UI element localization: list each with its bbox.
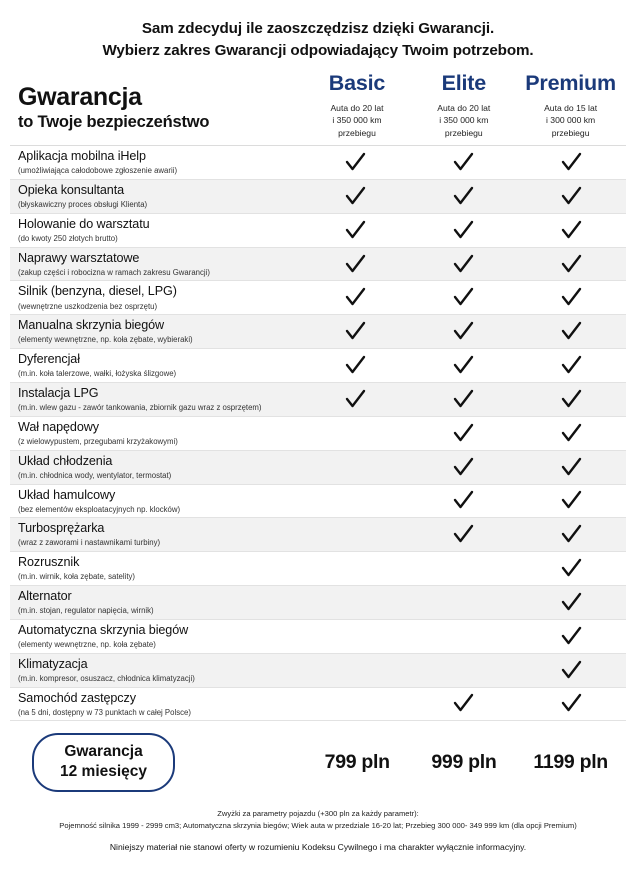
cell-elite — [409, 214, 517, 247]
feature-description: (błyskawiczny proces obsługi Klienta) — [18, 200, 148, 210]
check-icon — [561, 287, 582, 308]
feature-label — [10, 281, 301, 314]
check-icon — [453, 355, 474, 376]
check-icon — [561, 490, 582, 511]
headline-line-2: Wybierz zakres Gwarancji odpowiadający Twoim potrzebom. — [102, 42, 534, 60]
plan-name-premium: Premium — [525, 71, 616, 96]
feature-description: (m.in. kompresor, osuszacz, chłodnica klimatyzacji) — [18, 673, 195, 683]
feature-title: Aplikacja mobilna iHelp — [18, 149, 146, 164]
plan-sub-elite-line3: przebiegu — [444, 127, 483, 138]
table-row — [10, 349, 626, 383]
check-icon — [561, 186, 582, 207]
footnote-line-3: Niniejszy materiał nie stanowi oferty w rozumieniu Kodeksu Cywilnego i ma charakter wyłącznie informacyjny. — [109, 842, 527, 853]
check-icon — [561, 321, 582, 342]
feature-description: (m.in. chłodnica wody, wentylator, termostat) — [18, 470, 172, 480]
feature-title: Alternator — [18, 589, 72, 604]
feature-description: (m.in. wlew gazu - zawór tankowania, zbiornik gazu wraz z osprzętem) — [18, 403, 262, 413]
table-row — [10, 248, 626, 282]
cell-elite — [409, 485, 517, 518]
footnote-line-1: Zwyżki za parametry pojazdu (+300 pln za każdy parametr): — [217, 809, 419, 819]
cell-basic — [301, 248, 409, 281]
table-row — [10, 214, 626, 248]
check-icon — [453, 524, 474, 545]
cell-elite — [409, 552, 517, 585]
feature-label — [10, 349, 301, 382]
cell-premium — [518, 586, 626, 619]
plan-header-premium[interactable] — [517, 72, 624, 139]
cell-premium — [518, 451, 626, 484]
cell-basic — [301, 620, 409, 653]
feature-title: Naprawy warsztatowe — [18, 250, 140, 265]
price-premium: 1199 pln — [533, 751, 608, 774]
plan-sub-basic-line2: i 350 000 km — [332, 115, 382, 126]
feature-title: Opieka konsultanta — [18, 182, 125, 197]
cell-elite — [409, 417, 517, 450]
feature-label — [10, 518, 301, 551]
table-row — [10, 518, 626, 552]
warranty-badge-wrap — [18, 733, 304, 792]
check-icon — [345, 220, 366, 241]
feature-label — [10, 688, 301, 721]
feature-description: (na 5 dni, dostępny w 73 punktach w całej Polsce) — [18, 707, 191, 717]
cell-elite — [409, 349, 517, 382]
feature-table — [10, 145, 626, 721]
feature-label — [10, 214, 301, 247]
cell-elite — [409, 248, 517, 281]
cell-elite — [409, 620, 517, 653]
check-icon — [453, 287, 474, 308]
check-icon — [453, 254, 474, 275]
cell-basic — [301, 349, 409, 382]
footnote-line-2: Pojemność silnika 1999 - 2999 cm3; Automatyczna skrzynia biegów; Wiek auta w przedziale 16-20 lat; Przebieg 300 000- 349 999 km (dla opcji Premium) — [59, 821, 577, 831]
table-row — [10, 485, 626, 519]
plan-sub-premium — [519, 102, 622, 139]
feature-title: Układ hamulcowy — [18, 487, 116, 502]
cell-basic — [301, 315, 409, 348]
plan-sub-premium-line3: przebiegu — [551, 127, 590, 138]
feature-description: (wewnętrzne uszkodzenia bez osprzętu) — [18, 301, 158, 311]
plan-name-elite: Elite — [441, 71, 486, 96]
table-row — [10, 383, 626, 417]
check-icon — [561, 558, 582, 579]
feature-label — [10, 620, 301, 653]
feature-description: (elementy wewnętrzne, np. koła zębate) — [18, 639, 156, 649]
check-icon — [561, 457, 582, 478]
cell-elite — [409, 281, 517, 314]
feature-label — [10, 654, 301, 687]
cell-basic — [301, 383, 409, 416]
feature-title: Układ chłodzenia — [18, 453, 113, 468]
cell-elite — [409, 315, 517, 348]
feature-label — [10, 248, 301, 281]
cell-premium — [518, 518, 626, 551]
cell-premium — [518, 315, 626, 348]
price-elite: 999 pln — [431, 751, 497, 774]
plan-sub-basic-line3: przebiegu — [338, 127, 376, 138]
check-icon — [345, 355, 366, 376]
table-row — [10, 180, 626, 214]
feature-title: Samochód zastępczy — [18, 690, 136, 705]
check-icon — [453, 389, 474, 410]
check-icon — [345, 186, 366, 207]
cell-premium — [518, 688, 626, 721]
plan-name-basic: Basic — [328, 71, 386, 96]
feature-title: Holowanie do warsztatu — [18, 216, 150, 231]
price-basic: 799 pln — [324, 751, 390, 774]
feature-title: Silnik (benzyna, diesel, LPG) — [18, 284, 177, 299]
check-icon — [345, 287, 366, 308]
cell-basic — [301, 586, 409, 619]
table-row — [10, 552, 626, 586]
cell-premium — [518, 180, 626, 213]
cell-premium — [518, 654, 626, 687]
feature-title: Wał napędowy — [18, 419, 99, 434]
check-icon — [345, 389, 366, 410]
cell-basic — [301, 451, 409, 484]
check-icon — [453, 321, 474, 342]
cell-basic — [301, 654, 409, 687]
check-icon — [561, 220, 582, 241]
cell-elite — [409, 146, 517, 179]
cell-premium — [518, 214, 626, 247]
table-row — [10, 451, 626, 485]
plan-sub-basic-line1: Auta do 20 lat — [330, 102, 384, 113]
brand-subtitle: to Twoje bezpieczeństwo — [18, 113, 210, 132]
check-icon — [561, 626, 582, 647]
cell-elite — [409, 586, 517, 619]
feature-label — [10, 180, 301, 213]
price-band — [10, 721, 626, 798]
feature-label — [10, 451, 301, 484]
feature-description: (zakup części i robocizna w ramach zakresu Gwarancji) — [18, 267, 210, 277]
headline-line-1: Sam zdecyduj ile zaoszczędzisz dzięki Gwarancji. — [141, 20, 495, 37]
check-icon — [453, 220, 474, 241]
feature-label — [10, 146, 301, 179]
plan-header-basic[interactable] — [304, 72, 411, 139]
plan-sub-elite — [412, 102, 515, 139]
plan-header-elite[interactable] — [410, 72, 517, 139]
cell-elite — [409, 180, 517, 213]
cell-basic — [301, 180, 409, 213]
check-icon — [345, 152, 366, 173]
cell-basic — [301, 146, 409, 179]
feature-title: Instalacja LPG — [18, 385, 99, 400]
cell-basic — [301, 214, 409, 247]
warranty-badge — [32, 733, 175, 792]
check-icon — [561, 152, 582, 173]
cell-elite — [409, 383, 517, 416]
cell-premium — [518, 248, 626, 281]
cell-premium — [518, 146, 626, 179]
check-icon — [453, 490, 474, 511]
cell-basic — [301, 281, 409, 314]
table-row — [10, 654, 626, 688]
feature-description: (m.in. stojan, regulator napięcia, wirnik) — [18, 606, 154, 616]
feature-description: (m.in. wirnik, koła zębate, satelity) — [18, 572, 135, 582]
cell-elite — [409, 654, 517, 687]
feature-description: (bez elementów eksploatacyjnych np. klocków) — [18, 504, 181, 514]
feature-description: (umożliwiająca całodobowe zgłoszenie awarii) — [18, 166, 178, 176]
feature-title: Rozrusznik — [18, 555, 80, 570]
feature-title: Dyferencjał — [18, 352, 80, 367]
check-icon — [345, 321, 366, 342]
brand-title: Gwarancja — [18, 83, 142, 112]
table-row — [10, 146, 626, 180]
plan-sub-premium-line1: Auta do 15 lat — [544, 102, 598, 113]
table-row — [10, 417, 626, 451]
cell-basic — [301, 485, 409, 518]
check-icon — [453, 693, 474, 714]
feature-description: (elementy wewnętrzne, np. koła zębate, wybieraki) — [18, 335, 193, 345]
table-row — [10, 688, 626, 722]
check-icon — [561, 355, 582, 376]
plan-sub-elite-line2: i 350 000 km — [439, 115, 489, 126]
cell-basic — [301, 688, 409, 721]
feature-description: (z wielowypustem, przegubami krzyżakowymi) — [18, 436, 178, 446]
brand-block — [18, 72, 304, 134]
cell-premium — [518, 552, 626, 585]
feature-title: Klimatyzacja — [18, 656, 88, 671]
check-icon — [561, 254, 582, 275]
check-icon — [453, 423, 474, 444]
feature-label — [10, 586, 301, 619]
cell-premium — [518, 383, 626, 416]
table-row — [10, 586, 626, 620]
check-icon — [345, 254, 366, 275]
feature-description: (m.in. koła talerzowe, wałki, łożyska ślizgowe) — [18, 369, 177, 379]
cell-elite — [409, 688, 517, 721]
check-icon — [561, 660, 582, 681]
cell-premium — [518, 620, 626, 653]
plan-sub-elite-line1: Auta do 20 lat — [437, 102, 491, 113]
check-icon — [561, 693, 582, 714]
cell-elite — [409, 518, 517, 551]
feature-label — [10, 485, 301, 518]
table-row — [10, 315, 626, 349]
cell-elite — [409, 451, 517, 484]
cell-premium — [518, 417, 626, 450]
feature-label — [10, 552, 301, 585]
badge-line-2: 12 miesięcy — [60, 762, 148, 780]
page-headline — [16, 18, 620, 62]
check-icon — [453, 152, 474, 173]
feature-label — [10, 383, 301, 416]
feature-label — [10, 315, 301, 348]
column-header-band — [10, 72, 626, 139]
footnotes — [10, 808, 626, 855]
feature-label — [10, 417, 301, 450]
cell-basic — [301, 417, 409, 450]
feature-title: Turbosprężarka — [18, 521, 105, 536]
plan-sub-basic — [306, 102, 409, 139]
feature-description: (wraz z zaworami i nastawnikami turbiny) — [18, 538, 161, 548]
check-icon — [453, 457, 474, 478]
cell-basic — [301, 518, 409, 551]
check-icon — [453, 186, 474, 207]
cell-premium — [518, 281, 626, 314]
table-row — [10, 620, 626, 654]
check-icon — [561, 592, 582, 613]
check-icon — [561, 389, 582, 410]
cell-premium — [518, 485, 626, 518]
plan-sub-premium-line2: i 300 000 km — [546, 115, 596, 126]
feature-description: (do kwoty 250 złotych brutto) — [18, 233, 118, 243]
table-row — [10, 281, 626, 315]
feature-title: Manualna skrzynia biegów — [18, 318, 165, 333]
check-icon — [561, 524, 582, 545]
cell-premium — [518, 349, 626, 382]
badge-line-1: Gwarancja — [64, 743, 143, 761]
check-icon — [561, 423, 582, 444]
cell-basic — [301, 552, 409, 585]
feature-title: Automatyczna skrzynia biegów — [18, 622, 189, 637]
